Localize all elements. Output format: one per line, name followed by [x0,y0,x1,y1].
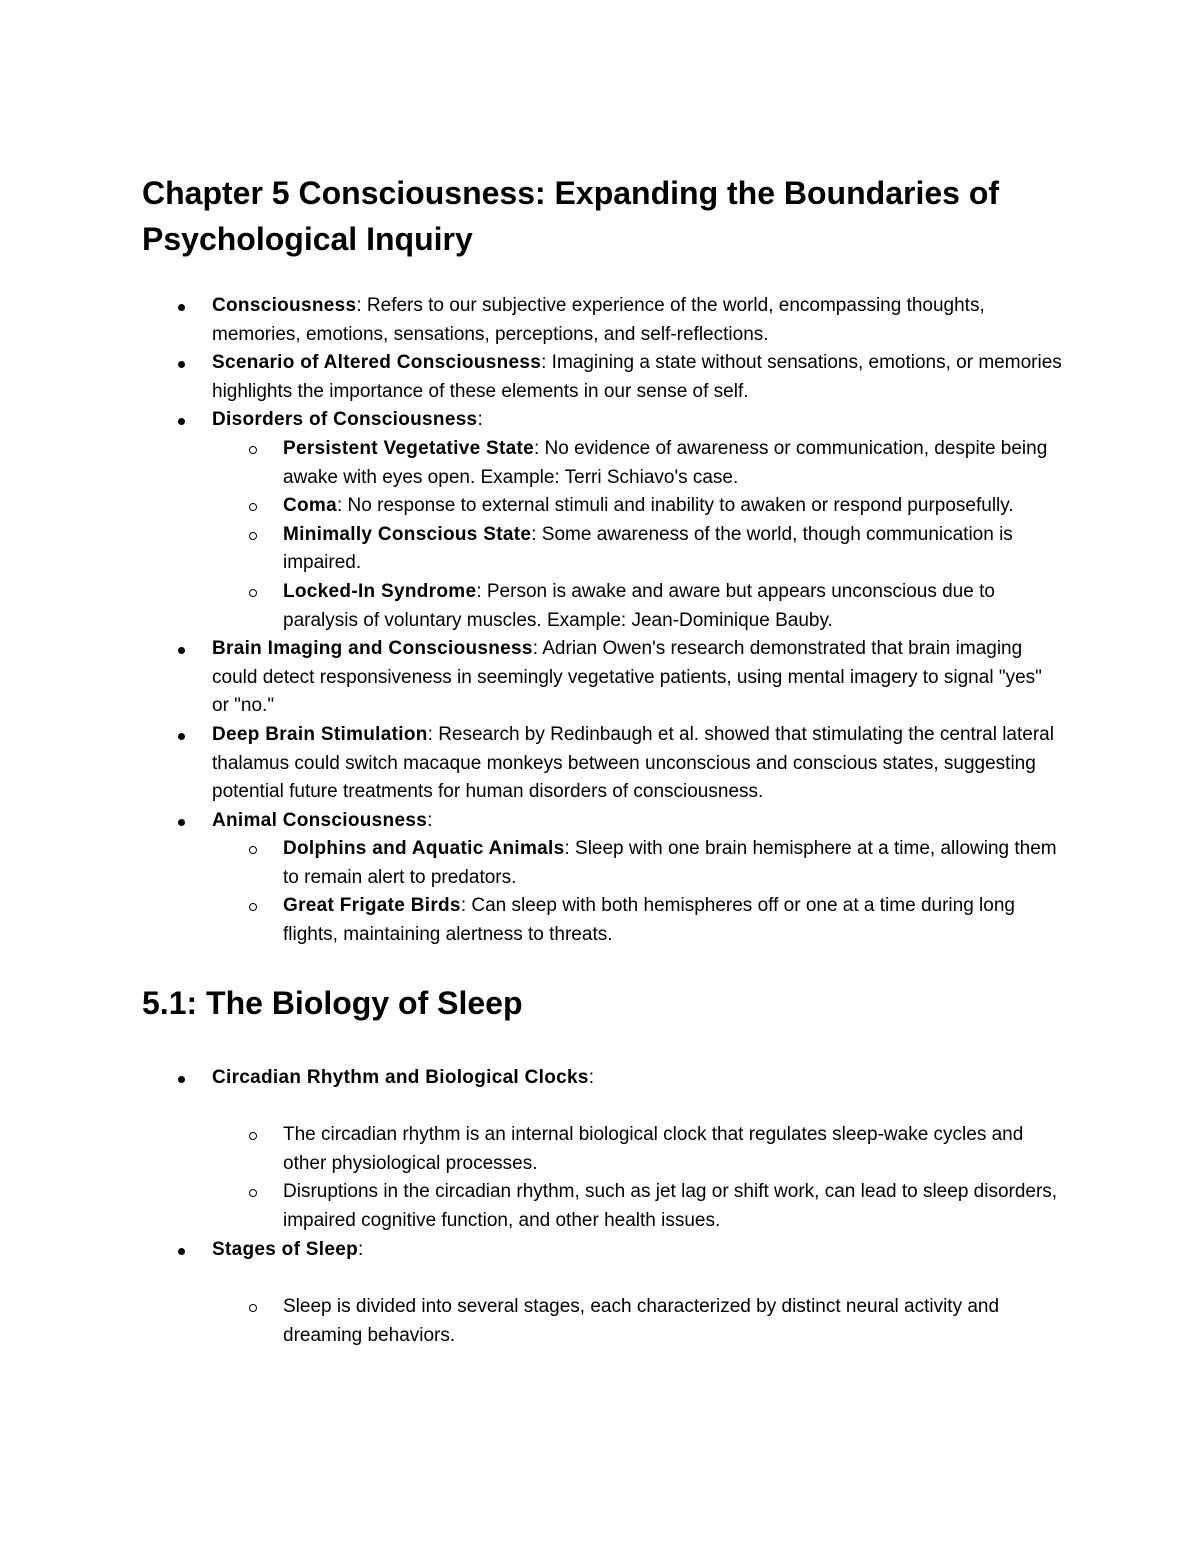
definition-text: : Can sleep with both hemispheres off or one at a time during long flights, maintaining alertness to threats. [283,895,1015,946]
term-label: Coma [283,495,337,517]
sublist-item [142,578,1062,635]
list-item-deep-brain-stimulation [142,721,1062,807]
list-item-stages-of-sleep [142,1236,1062,1351]
list-item-circadian-rhythm [142,1064,1062,1236]
document-content [142,170,1062,1350]
term-label: Brain Imaging and Consciousness [212,638,533,660]
definition-text: : [588,1066,594,1088]
sublist-item [142,892,1062,949]
definition-text: : Sleep with one brain hemisphere at a time, allowing them to remain alert to predators. [283,838,1057,888]
sublist-item [142,1121,1062,1178]
list-item-animal-consciousness [142,807,1062,950]
term-label: Scenario of Altered Consciousness [212,352,542,374]
intro-list [142,292,1062,950]
definition-text: : No evidence of awareness or communication, despite being awake with eyes open. Example: Terri Schiavo's case. [283,437,1048,488]
definition-text: : Some awareness of the world, though communication is impaired. [283,523,1013,574]
sublist-text: The circadian rhythm is an internal biological clock that regulates sleep-wake cycles and other physiological processes. [283,1124,1024,1174]
term-label: Disorders of Consciousness [212,409,478,431]
term-label: Persistent Vegetative State [283,437,534,459]
sublist-item [142,1293,1062,1350]
sublist-item [142,521,1062,578]
definition-text: : [477,409,483,431]
definition-text: : [427,809,433,831]
sublist-text: Disruptions in the circadian rhythm, such as jet lag or shift work, can lead to sleep disorders, impaired cognitive function, and other health issues. [283,1181,1058,1232]
stages-sublist [212,1293,1062,1350]
term-label: Animal Consciousness [212,809,428,831]
sleep-list [142,1064,1062,1351]
list-item-brain-imaging [142,635,1062,721]
definition-text: : Person is awake and aware but appears unconscious due to paralysis of voluntary muscles. Example: Jean-Dominique Bauby. [283,580,995,631]
definition-text: : Adrian Owen's research demonstrated that brain imaging could detect responsiveness in seemingly vegetative patients, using mental imagery to signal "yes" or "no." [212,638,1042,717]
term-label: Dolphins and Aquatic Animals [283,838,565,860]
disorders-sublist [212,435,1062,635]
animal-sublist [212,835,1062,949]
definition-text: : No response to external stimuli and inability to awaken or respond purposefully. [337,495,1014,517]
list-item-altered-consciousness [142,349,1062,406]
term-label: Minimally Conscious State [283,523,532,545]
sublist-item [142,835,1062,892]
definition-text: : Refers to our subjective experience of the world, encompassing thoughts, memories, emotions, sensations, perceptions, and self-reflections. [212,295,985,345]
definition-text: : Research by Redinbaugh et al. showed that stimulating the central lateral thalamus could switch macaque monkeys between unconscious and conscious states, suggesting potential future treatments for human disorders of consciousness. [212,723,1054,803]
sublist-item [142,1178,1062,1235]
definition-text: : [358,1238,364,1260]
section-title: 5.1: The Biology of Sleep [142,984,523,1021]
term-label: Deep Brain Stimulation [212,723,428,745]
sublist-item [142,492,1062,521]
sublist-item [142,435,1062,492]
term-label: Consciousness [212,295,357,316]
term-label: Locked-In Syndrome [283,580,477,602]
circadian-sublist [212,1121,1062,1235]
definition-text: : Imagining a state without sensations, emotions, or memories highlights the importance of these elements in our sense of self. [212,352,1062,402]
term-label: Stages of Sleep [212,1238,358,1260]
term-label: Great Frigate Birds [283,895,461,917]
list-item-consciousness [142,292,1062,349]
chapter-title: Chapter 5 Consciousness: Expanding the Boundaries of Psychological Inquiry [142,175,1000,257]
sublist-text: Sleep is divided into several stages, each characterized by distinct neural activity and dreaming behaviors. [283,1296,1000,1346]
list-item-disorders [142,406,1062,635]
term-label: Circadian Rhythm and Biological Clocks [212,1066,589,1088]
